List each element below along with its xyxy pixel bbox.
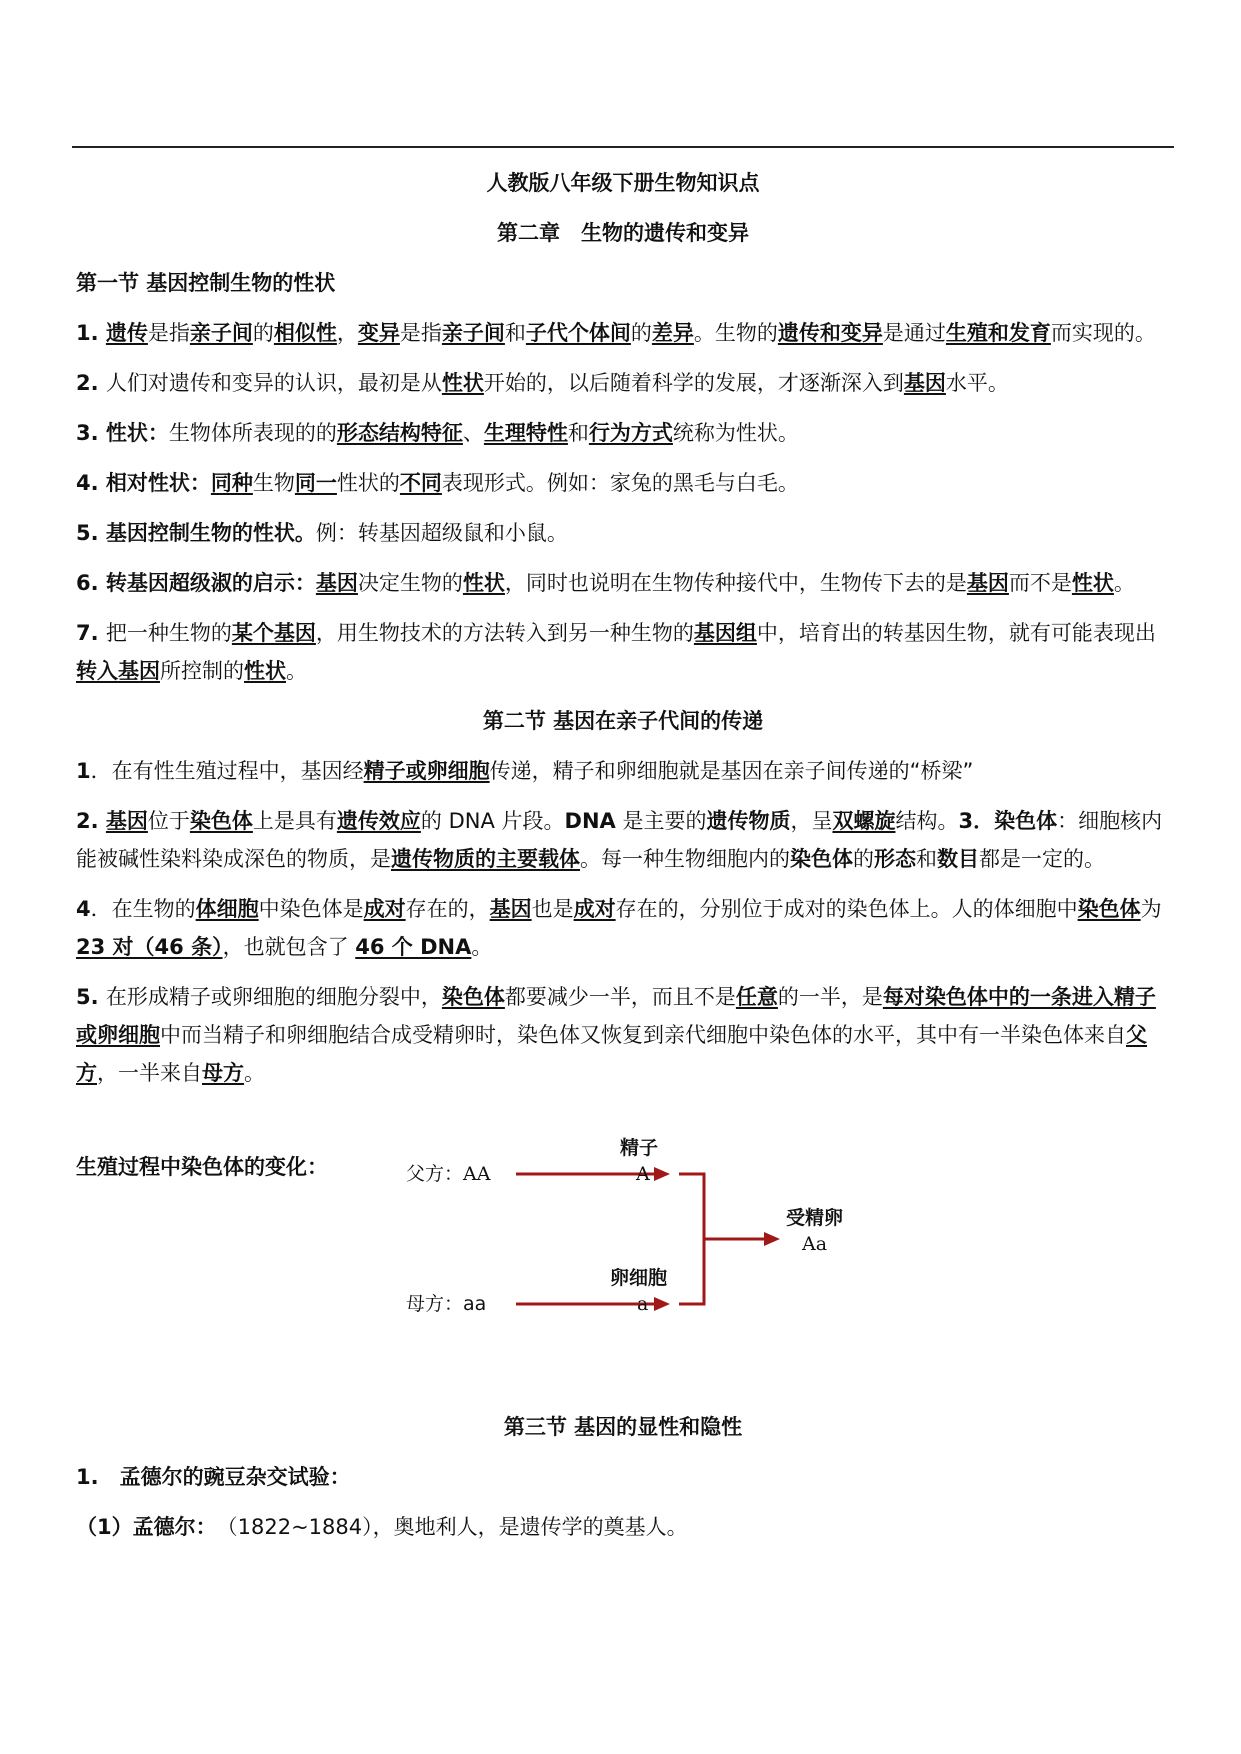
text-run: 1 xyxy=(76,759,91,783)
section-1-item-4 xyxy=(76,464,1170,502)
keyword: 基因 xyxy=(315,571,358,595)
keyword: 不同 xyxy=(399,471,442,495)
section-2-item-3 xyxy=(76,890,1170,966)
section-1-items xyxy=(76,314,1170,690)
section-3-item-1: 1. 孟德尔的豌豆杂交试验： xyxy=(76,1465,351,1489)
keyword: 基因 xyxy=(489,897,532,921)
text-run: 结构。 xyxy=(895,809,959,833)
text-run: 7. xyxy=(76,621,106,645)
text-run: 开始的，以后随着科学的发展，才逐渐深入到 xyxy=(483,371,904,395)
text-run: 数目 xyxy=(937,847,979,871)
keyword: 遗传和变异 xyxy=(777,321,883,345)
keyword: 同种 xyxy=(210,471,253,495)
text-run: 2. xyxy=(76,371,106,395)
document-body xyxy=(76,164,1170,1558)
text-run: 表现形式。例如：家兔的黑毛与白毛。 xyxy=(441,471,799,495)
text-run: 存在的，分别位于成对的染色体上。人的体细胞中 xyxy=(615,897,1078,921)
text-run: ， xyxy=(336,321,358,345)
text-run: 3. 性状： xyxy=(76,421,169,445)
section-1-item-7 xyxy=(76,614,1170,690)
text-run: 。 xyxy=(471,935,493,959)
text-run: 的一半，是 xyxy=(777,985,883,1009)
section-3-item-2 xyxy=(76,1508,1170,1546)
keyword: 46 个 DNA xyxy=(355,935,472,959)
egg-gene: a xyxy=(637,1293,649,1315)
text-run: 性状的 xyxy=(336,471,400,495)
section-2-items xyxy=(76,752,1170,1092)
text-run: 都是一定的。 xyxy=(979,847,1105,871)
section-heading-2: 第二节 基因在亲子代间的传递 xyxy=(482,709,764,733)
chapter-title: 第二章 生物的遗传和变异 xyxy=(497,221,749,245)
keyword: 生理特性 xyxy=(483,421,568,445)
text-run: ：细胞核内能被碱性染料染成深色的物质，是 xyxy=(76,809,1163,871)
keyword: 某个基因 xyxy=(231,621,316,645)
text-run: 染色体 xyxy=(790,847,853,871)
keyword: 性状 xyxy=(1071,571,1114,595)
keyword: 染色体 xyxy=(441,985,505,1009)
section-2-item-4 xyxy=(76,978,1170,1092)
text-run: 4. 相对性状： xyxy=(76,471,211,495)
text-run: 把一种生物的 xyxy=(105,621,232,645)
section-1-item-6 xyxy=(76,564,1170,602)
keyword: 每对染色体中的一条进入精子或卵细胞 xyxy=(76,985,1156,1047)
text-run: 的 xyxy=(630,321,652,345)
sperm-gene: A xyxy=(636,1163,650,1185)
keyword: 行为方式 xyxy=(588,421,673,445)
section-1-item-1 xyxy=(76,314,1170,352)
text-run: ，也就包含了 xyxy=(222,935,356,959)
text-run: ，呈 xyxy=(790,809,833,833)
chromosome-diagram xyxy=(76,1128,1170,1378)
section-heading-1: 第一节 基因控制生物的性状 xyxy=(76,271,336,295)
text-run: 和 xyxy=(567,421,589,445)
text-run: 1. xyxy=(76,321,106,345)
keyword: 子代个体间 xyxy=(525,321,631,345)
keyword: 染色体 xyxy=(1077,897,1141,921)
section-1-item-5 xyxy=(76,514,1170,552)
document-title: 人教版八年级下册生物知识点 xyxy=(486,171,760,195)
text-run: ，用生物技术的方法转入到另一种生物的 xyxy=(315,621,694,645)
header-rule xyxy=(72,146,1174,148)
text-run: 上是具有 xyxy=(252,809,337,833)
father-arrow-head xyxy=(654,1167,670,1181)
keyword: 精子或卵细胞 xyxy=(363,759,490,783)
text-run: 是指 xyxy=(399,321,442,345)
keyword: 基因 xyxy=(105,809,148,833)
text-run: 水平。 xyxy=(945,371,1009,395)
section-1-item-2 xyxy=(76,364,1170,402)
keyword: 体细胞 xyxy=(195,897,259,921)
text-run: 。 xyxy=(286,659,307,683)
section-1-item-3 xyxy=(76,414,1170,452)
keyword: 遗传效应 xyxy=(336,809,421,833)
text-run: 和 xyxy=(916,847,937,871)
keyword: 性状 xyxy=(462,571,505,595)
text-run: 中，培育出的转基因生物，就有可能表现出 xyxy=(756,621,1156,645)
sperm-bracket xyxy=(679,1174,704,1304)
egg-title: 卵细胞 xyxy=(610,1267,668,1289)
keyword: 基因 xyxy=(903,371,946,395)
keyword: 基因组 xyxy=(693,621,757,645)
text-run: 也是 xyxy=(531,897,574,921)
text-run: 的 xyxy=(252,321,274,345)
keyword: 转入基因 xyxy=(76,659,160,683)
keyword: 同一 xyxy=(294,471,337,495)
text-run: ，同时也说明在生物传种接代中，生物传下去的是 xyxy=(504,571,967,595)
zygote-arrow-head xyxy=(764,1232,780,1246)
keyword: 形态结构特征 xyxy=(336,421,463,445)
text-run: 为 xyxy=(1140,897,1162,921)
text-run: 在形成精子或卵细胞的细胞分裂中， xyxy=(105,985,442,1009)
section-2-item-2 xyxy=(76,802,1170,878)
text-run: 生物体所表现的的 xyxy=(168,421,337,445)
text-run: 而不是 xyxy=(1008,571,1072,595)
text-run: 传递，精子和卵细胞就是基因在亲子间传递的“桥梁” xyxy=(489,759,974,783)
keyword: 成对 xyxy=(573,897,616,921)
mendel-label: （1）孟德尔： xyxy=(76,1515,207,1539)
text-run: 5. xyxy=(76,985,106,1009)
text-run: 和 xyxy=(504,321,526,345)
father-label: 父方：AA xyxy=(406,1163,491,1185)
text-run: 存在的， xyxy=(405,897,490,921)
text-run: 决定生物的 xyxy=(357,571,463,595)
text-run: 4 xyxy=(76,897,91,921)
text-run: 位于 xyxy=(147,809,190,833)
text-run: 3．染色体 xyxy=(958,809,1058,833)
keyword: 变异 xyxy=(357,321,400,345)
text-run: 6. 转基因超级淑的启示： xyxy=(76,571,316,595)
keyword: 性状 xyxy=(244,659,286,683)
text-run: 。 xyxy=(244,1061,265,1085)
text-run: 形态 xyxy=(874,847,916,871)
text-run: 的 xyxy=(853,847,874,871)
keyword: 相似性 xyxy=(273,321,337,345)
zygote-gene: Aa xyxy=(802,1233,828,1255)
text-run: 而实现的。 xyxy=(1050,321,1156,345)
text-run: 的 DNA 片段。 xyxy=(420,809,565,833)
keyword: 双螺旋 xyxy=(832,809,896,833)
text-run: 是指 xyxy=(147,321,190,345)
sperm-title: 精子 xyxy=(620,1137,659,1159)
text-run: DNA xyxy=(564,809,616,833)
keyword: 父方 xyxy=(76,1023,1147,1085)
text-run: ．在生物的 xyxy=(90,897,196,921)
diagram-label: 生殖过程中染色体的变化： xyxy=(76,1155,328,1179)
text-run: 统称为性状。 xyxy=(672,421,799,445)
keyword: 亲子间 xyxy=(441,321,505,345)
keyword: 母方 xyxy=(202,1061,244,1085)
keyword: 23 对（46 条） xyxy=(76,935,223,959)
text-run: 、 xyxy=(462,421,484,445)
text-run: 是主要的 xyxy=(615,809,707,833)
mendel-text: （1822~1884），奥地利人，是遗传学的奠基人。 xyxy=(206,1515,688,1539)
text-run: ．在有性生殖过程中，基因经 xyxy=(90,759,364,783)
text-run: 。每一种生物细胞内的 xyxy=(580,847,790,871)
keyword: 基因 xyxy=(966,571,1009,595)
section-heading-3: 第三节 基因的显性和隐性 xyxy=(503,1415,743,1439)
text-run: 5. 基因控制生物的性状。 xyxy=(76,521,316,545)
text-run: 生物 xyxy=(252,471,295,495)
diagram-svg xyxy=(76,1128,1170,1378)
text-run: 中而当精子和卵细胞结合成受精卵时，染色体又恢复到亲代细胞中染色体的水平，其中有一半染色体来自 xyxy=(160,1023,1126,1047)
keyword: 性状 xyxy=(441,371,484,395)
text-run: 例：转基因超级鼠和小鼠。 xyxy=(315,521,568,545)
text-run: 人们对遗传和变异的认识，最初是从 xyxy=(105,371,442,395)
keyword: 成对 xyxy=(363,897,406,921)
text-run: 。 xyxy=(1113,571,1135,595)
text-run: 都要减少一半，而且不是 xyxy=(504,985,736,1009)
text-run: 。生物的 xyxy=(693,321,778,345)
keyword: 任意 xyxy=(735,985,778,1009)
text-run: 遗传物质 xyxy=(706,809,791,833)
text-run: 是通过 xyxy=(882,321,946,345)
section-2-item-1 xyxy=(76,752,1170,790)
keyword: 染色体 xyxy=(189,809,253,833)
text-run: 所控制的 xyxy=(160,659,244,683)
text-run: 2. xyxy=(76,809,106,833)
keyword: 亲子间 xyxy=(189,321,253,345)
keyword: 遗传 xyxy=(105,321,148,345)
keyword: 遗传物质的主要载体 xyxy=(391,847,580,871)
keyword: 生殖和发育 xyxy=(945,321,1051,345)
mother-label: 母方：aa xyxy=(406,1293,487,1315)
mother-arrow-head xyxy=(654,1297,670,1311)
keyword: 差异 xyxy=(651,321,694,345)
text-run: 中染色体是 xyxy=(258,897,364,921)
text-run: ，一半来自 xyxy=(97,1061,202,1085)
zygote-title: 受精卵 xyxy=(786,1207,844,1229)
